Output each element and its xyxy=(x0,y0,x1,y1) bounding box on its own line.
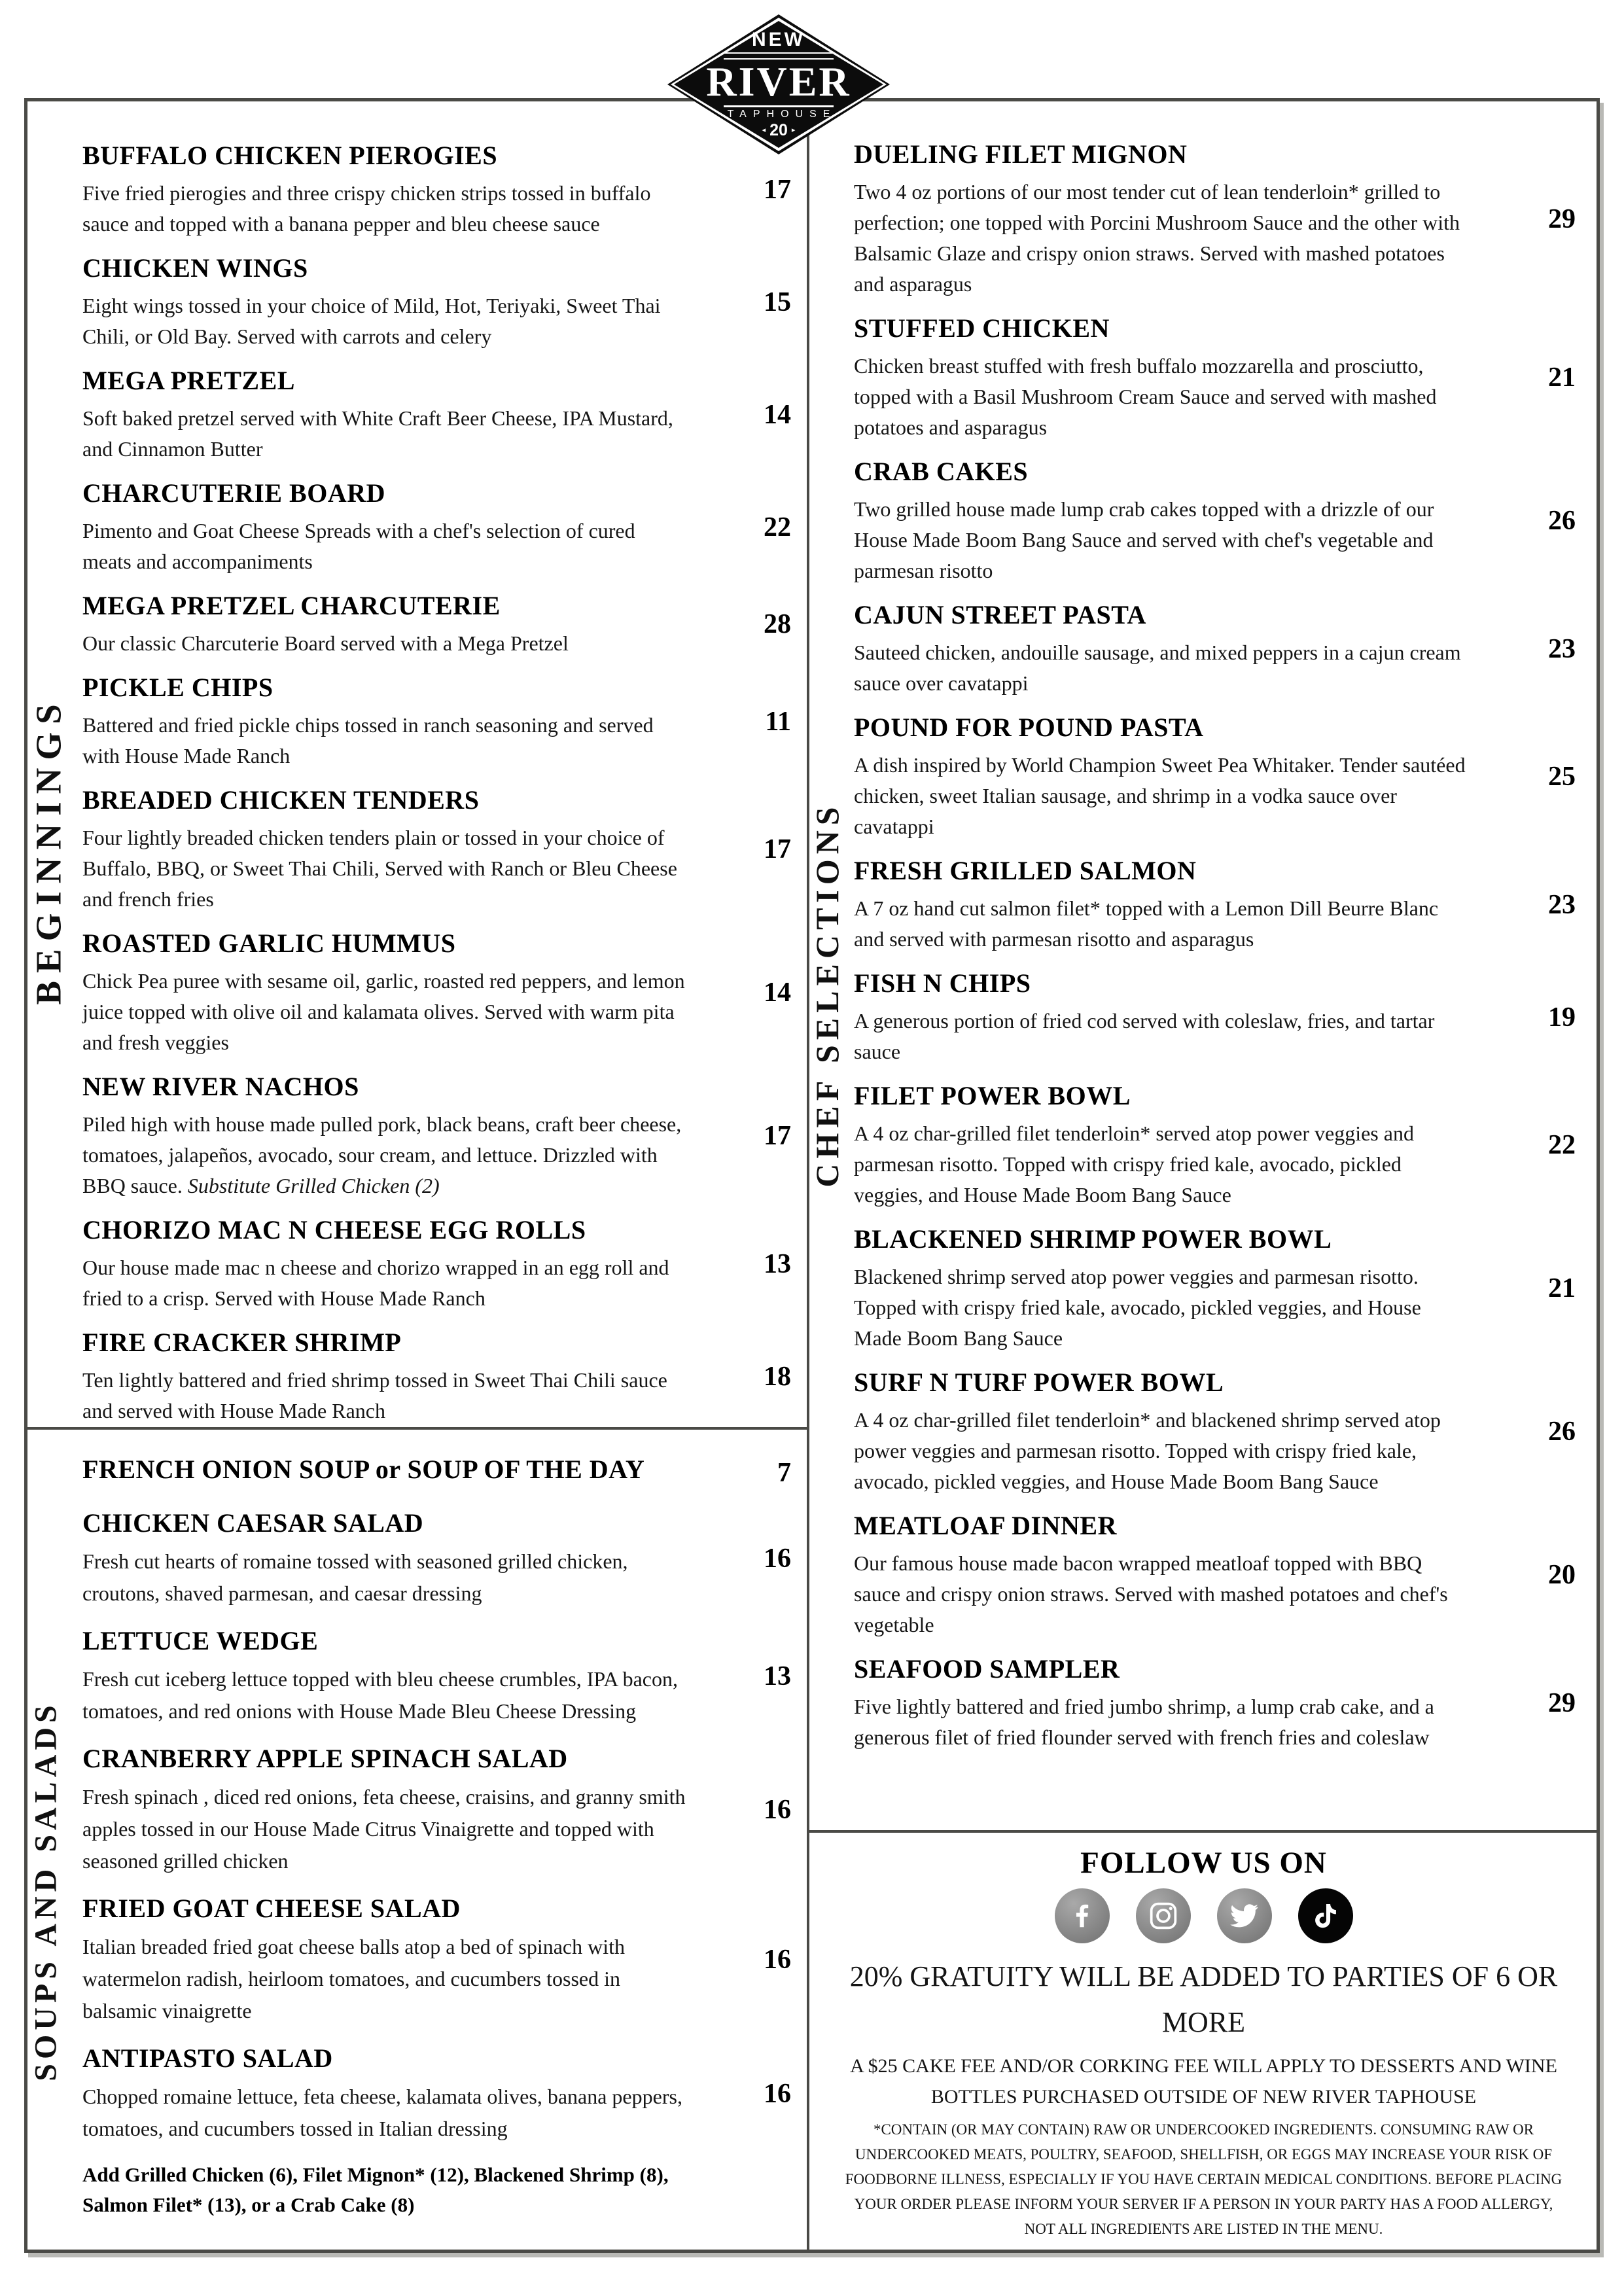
facebook-icon xyxy=(1055,1888,1110,1943)
menu-item-main xyxy=(854,455,1472,586)
item-description: Eight wings tossed in your choice of Mild, Hot, Teriyaki, Sweet Thai Chili, or Old Bay. Served with carrots and celery xyxy=(82,294,661,348)
item-description: Piled high with house made pulled pork, black beans, craft beer cheese, tomatoes, jalapeños, avocado, sour cream, and lettuce. Drizzled with BBQ sauce. Substitute Grilled Chicken (2) xyxy=(82,1112,682,1197)
item-description: Our classic Charcuterie Board served with a Mega Pretzel xyxy=(82,631,569,655)
section-label-beginnings: BEGINNINGS xyxy=(28,696,69,1005)
salad-addons-note: Add Grilled Chicken (6), Filet Mignon* (12), Blackened Shrimp (8), Salmon Filet* (13), or a Crab Cake (8) xyxy=(82,2163,669,2216)
item-name: FISH N CHIPS xyxy=(854,968,1031,998)
menu-item-main xyxy=(854,1080,1472,1210)
menu-item xyxy=(854,1653,1578,1753)
menu-item xyxy=(82,590,794,659)
menu-item xyxy=(82,671,794,771)
item-price: 29 xyxy=(1548,203,1576,234)
soups-and-salads-section xyxy=(27,1431,807,2250)
item-price: 14 xyxy=(764,978,791,1008)
menu-item-main xyxy=(854,711,1472,842)
item-name: ANTIPASTO SALAD xyxy=(82,2043,333,2073)
item-name: STUFFED CHICKEN xyxy=(854,313,1110,343)
item-name: BLACKENED SHRIMP POWER BOWL xyxy=(854,1224,1332,1254)
instagram-icon xyxy=(1136,1888,1191,1943)
item-description: Two 4 oz portions of our most tender cut of lean tenderloin* grilled to perfection; one topped with Porcini Mushroom Sauce and the other with Balsamic Glaze and crispy onion straws. Served with mashed potatoes and asparagus xyxy=(854,180,1460,296)
item-description: Ten lightly battered and fried shrimp tossed in Sweet Thai Chili sauce and served with House Made Ranch xyxy=(82,1368,667,1422)
item-price: 23 xyxy=(1548,633,1576,664)
section-label-chef-selections: CHEF SELECTIONS xyxy=(809,802,845,1188)
menu-item-main xyxy=(854,855,1472,955)
menu-item xyxy=(854,967,1578,1067)
menu-item-main xyxy=(854,1653,1472,1753)
item-price: 16 xyxy=(764,2078,791,2109)
item-description: Italian breaded fried goat cheese balls atop a bed of spinach with watermelon radish, heirloom tomatoes, and cucumbers tossed in balsamic vinaigrette xyxy=(82,1935,625,2022)
item-description: Five lightly battered and fried jumbo shrimp, a lump crab cake, and a generous filet of fried flounder served with french fries and coleslaw xyxy=(854,1695,1434,1749)
beginnings-section xyxy=(27,101,807,1427)
twitter-icon xyxy=(1217,1888,1272,1943)
item-description: Fresh spinach , diced red onions, feta cheese, craisins, and granny smith apples tossed in our House Made Citrus Vinaigrette and topped with seasoned grilled chicken xyxy=(82,1785,686,1873)
item-price: 11 xyxy=(765,706,791,737)
item-name: NEW RIVER NACHOS xyxy=(82,1072,359,1101)
item-price: 13 xyxy=(764,1661,791,1691)
menu-item-main xyxy=(82,1625,688,1727)
menu-item-main xyxy=(82,590,688,659)
menu-item xyxy=(82,1453,794,1492)
menu-item-main xyxy=(82,1070,688,1201)
item-name: CHICKEN CAESAR SALAD xyxy=(82,1508,424,1538)
item-description: Fresh cut hearts of romaine tossed with seasoned grilled chicken, croutons, shaved parmesan, and caesar dressing xyxy=(82,1549,628,1605)
item-price: 21 xyxy=(1548,362,1576,393)
menu-item xyxy=(82,784,794,915)
logo-word-river: RIVER xyxy=(706,58,851,105)
menu-item xyxy=(82,1070,794,1201)
menu-item-main xyxy=(82,477,688,577)
item-description: A 4 oz char-grilled filet tenderloin* and blackened shrimp served atop power veggies and parmesan risotto. Topped with crispy fried kale, avocado, pickled veggies, and House Made Boom Bang Sauce xyxy=(854,1408,1441,1493)
item-description: Chopped romaine lettuce, feta cheese, kalamata olives, banana peppers, tomatoes, and cucumbers tossed in Italian dressing xyxy=(82,2085,682,2140)
item-description: Four lightly breaded chicken tenders plain or tossed in your choice of Buffalo, BBQ, or Sweet Thai Chili, Served with Ranch or Bleu Cheese and french fries xyxy=(82,826,677,911)
menu-item-main xyxy=(82,1507,688,1610)
item-name: SURF N TURF POWER BOWL xyxy=(854,1368,1224,1397)
restaurant-logo xyxy=(667,14,890,154)
item-price: 26 xyxy=(1548,506,1576,536)
menu-item xyxy=(854,1223,1578,1354)
menu-item-main xyxy=(854,138,1472,300)
menu-item-main xyxy=(82,2042,688,2145)
item-price: 7 xyxy=(777,1457,791,1488)
menu-item-main xyxy=(854,967,1472,1067)
item-price: 17 xyxy=(764,1121,791,1151)
item-name: MEATLOAF DINNER xyxy=(854,1511,1117,1540)
logo-content xyxy=(667,14,890,154)
item-description: A generous portion of fried cod served with coleslaw, fries, and tartar sauce xyxy=(854,1009,1435,1063)
logo-year-row xyxy=(762,122,796,139)
menu-item-main xyxy=(82,784,688,915)
menu-item xyxy=(82,1326,794,1426)
menu-item xyxy=(82,1892,794,2027)
item-price: 17 xyxy=(764,174,791,205)
cake-fee-notice: A $25 CAKE FEE AND/OR CORKING FEE WILL APPLY TO DESSERTS AND WINE BOTTLES PURCHASED OUTSIDE OF NEW RIVER TAPHOUSE xyxy=(850,2055,1557,2108)
item-description: Battered and fried pickle chips tossed in ranch seasoning and served with House Made Ranch xyxy=(82,713,654,768)
menu-item-main xyxy=(82,1742,688,1877)
item-price: 28 xyxy=(764,609,791,639)
menu-item-main xyxy=(82,671,688,771)
menu-item xyxy=(854,855,1578,955)
menu-item xyxy=(854,455,1578,586)
logo-left-arrow-icon: ◂ xyxy=(762,126,766,134)
item-description: Our famous house made bacon wrapped meatloaf topped with BBQ sauce and crispy onion straws. Served with mashed potatoes and chef's vegetable xyxy=(854,1551,1448,1636)
item-name: CRANBERRY APPLE SPINACH SALAD xyxy=(82,1744,568,1773)
item-name: BUFFALO CHICKEN PIEROGIES xyxy=(82,141,498,170)
menu-item-main xyxy=(854,1510,1472,1640)
follow-us-title: FOLLOW US ON xyxy=(1080,1846,1327,1880)
menu-item xyxy=(854,1080,1578,1210)
item-name: PICKLE CHIPS xyxy=(82,673,274,702)
item-name: CHICKEN WINGS xyxy=(82,253,308,283)
menu-item-main xyxy=(82,927,688,1058)
item-name: FILET POWER BOWL xyxy=(854,1081,1131,1110)
item-name: CHORIZO MAC N CHEESE EGG ROLLS xyxy=(82,1215,586,1245)
item-price: 21 xyxy=(1548,1273,1576,1303)
gratuity-notice: 20% GRATUITY WILL BE ADDED TO PARTIES OF 6 OR MORE xyxy=(849,1960,1558,2038)
menu-item xyxy=(82,1742,794,1877)
menu-item xyxy=(82,2042,794,2145)
item-price: 16 xyxy=(764,1543,791,1574)
menu-item-main xyxy=(82,1214,688,1314)
menu-item-main xyxy=(82,1453,688,1492)
menu-item-main xyxy=(82,139,688,239)
chef-selections-section xyxy=(809,101,1598,1830)
item-name: LETTUCE WEDGE xyxy=(82,1626,319,1655)
item-price: 17 xyxy=(764,834,791,864)
item-name: POUND FOR POUND PASTA xyxy=(854,713,1204,742)
menu-item xyxy=(854,312,1578,443)
menu-item-main xyxy=(82,364,688,465)
item-name: BREADED CHICKEN TENDERS xyxy=(82,785,480,815)
item-name: FRENCH ONION SOUP or SOUP OF THE DAY xyxy=(82,1455,645,1484)
item-description: Soft baked pretzel served with White Craft Beer Cheese, IPA Mustard, and Cinnamon Butter xyxy=(82,406,673,461)
section-label-soups-and-salads: SOUPS AND SALADS xyxy=(28,1701,63,2081)
item-price: 23 xyxy=(1548,889,1576,920)
menu-item xyxy=(82,477,794,577)
item-name: FRIED GOAT CHEESE SALAD xyxy=(82,1894,461,1923)
item-description: Fresh cut iceberg lettuce topped with bleu cheese crumbles, IPA bacon, tomatoes, and red onions with House Made Bleu Cheese Dressing xyxy=(82,1667,678,1723)
item-price: 22 xyxy=(1548,1130,1576,1160)
menu-item-main xyxy=(82,1892,688,2027)
menu-item xyxy=(854,138,1578,300)
logo-word-taphouse: TAPHOUSE xyxy=(727,109,837,120)
item-price: 26 xyxy=(1548,1417,1576,1447)
item-price: 19 xyxy=(1548,1002,1576,1033)
logo-year: 20 xyxy=(769,121,788,139)
item-name: MEGA PRETZEL CHARCUTERIE xyxy=(82,591,501,620)
logo-rule xyxy=(724,105,834,107)
social-icons-row xyxy=(843,1888,1564,1943)
item-description: Our house made mac n cheese and chorizo wrapped in an egg roll and fried to a crisp. Served with House Made Ranch xyxy=(82,1256,669,1310)
raw-food-disclaimer: *CONTAIN (OR MAY CONTAIN) RAW OR UNDERCOOKED INGREDIENTS. CONSUMING RAW OR UNDERCOOKED MEATS, POULTRY, SEAFOOD, SHELLFISH, OR EGGS MAY INCREASE YOUR RISK OF FOODBORNE ILLNESS, ESPECIALLY IF YOU HAVE CERTAIN MEDICAL CONDITIONS. BEFORE PLACING YOUR ORDER PLEASE INFORM YOUR SERVER IF A PERSON IN YOUR PARTY HAS A FOOD ALLERGY, NOT ALL INGREDIENTS ARE LISTED IN THE MENU. xyxy=(845,2121,1562,2237)
item-description: A dish inspired by World Champion Sweet Pea Whitaker. Tender sautéed chicken, sweet Italian sausage, and shrimp in a vodka sauce over cavatappi xyxy=(854,753,1466,838)
menu-item-main xyxy=(854,1366,1472,1497)
item-price: 16 xyxy=(764,1795,791,1825)
item-name: CRAB CAKES xyxy=(854,457,1029,486)
item-name: CAJUN STREET PASTA xyxy=(854,600,1146,629)
item-name: DUELING FILET MIGNON xyxy=(854,139,1188,169)
item-description: Blackened shrimp served atop power veggies and parmesan risotto. Topped with crispy fried kale, avocado, pickled veggies, and House Made Boom Bang Sauce xyxy=(854,1265,1421,1350)
item-price: 20 xyxy=(1548,1560,1576,1590)
menu-item-main xyxy=(82,1326,688,1426)
item-description: Chicken breast stuffed with fresh buffalo mozzarella and prosciutto, topped with a Basil Mushroom Cream Sauce and served with mashed potatoes and asparagus xyxy=(854,354,1437,439)
tiktok-icon xyxy=(1298,1888,1353,1943)
menu-item xyxy=(854,599,1578,699)
item-name: ROASTED GARLIC HUMMUS xyxy=(82,928,456,958)
item-price: 13 xyxy=(764,1248,791,1279)
item-name: FRESH GRILLED SALMON xyxy=(854,856,1197,885)
menu-item xyxy=(854,711,1578,842)
menu-item xyxy=(82,1507,794,1610)
menu-item-main xyxy=(854,1223,1472,1354)
item-description: Two grilled house made lump crab cakes topped with a drizzle of our House Made Boom Bang Sauce and served with chef's vegetable and parmesan risotto xyxy=(854,497,1434,582)
footer xyxy=(809,1835,1598,2250)
menu-item xyxy=(82,927,794,1058)
menu-item xyxy=(854,1366,1578,1497)
item-description: Chick Pea puree with sesame oil, garlic, roasted red peppers, and lemon juice topped with olive oil and kalamata olives. Served with warm pita and fresh veggies xyxy=(82,969,685,1054)
chef-footer-divider xyxy=(807,1830,1600,1833)
menu-item-main xyxy=(82,252,688,352)
menu-item xyxy=(82,1625,794,1727)
menu-item-main xyxy=(854,599,1472,699)
item-name: CHARCUTERIE BOARD xyxy=(82,478,385,508)
item-price: 29 xyxy=(1548,1687,1576,1718)
menu-item xyxy=(82,1214,794,1314)
item-description: Five fried pierogies and three crispy chicken strips tossed in buffalo sauce and topped with a banana pepper and bleu cheese sauce xyxy=(82,181,651,236)
item-price: 15 xyxy=(764,287,791,317)
menu-item xyxy=(82,252,794,352)
item-price: 18 xyxy=(764,1361,791,1392)
item-price: 16 xyxy=(764,1945,791,1975)
item-name: FIRE CRACKER SHRIMP xyxy=(82,1328,402,1357)
item-description: Sauteed chicken, andouille sausage, and mixed peppers in a cajun cream sauce over cavatappi xyxy=(854,641,1461,695)
item-description: A 7 oz hand cut salmon filet* topped with a Lemon Dill Beurre Blanc and served with parmesan risotto and asparagus xyxy=(854,896,1439,951)
logo-right-arrow-icon: ▸ xyxy=(791,126,796,134)
item-description: Pimento and Goat Cheese Spreads with a chef's selection of cured meats and accompaniments xyxy=(82,519,635,573)
menu-item xyxy=(82,364,794,465)
item-price: 14 xyxy=(764,399,791,430)
beginnings-soups-divider xyxy=(24,1427,809,1430)
logo-word-new: NEW xyxy=(752,29,805,50)
item-name: SEAFOOD SAMPLER xyxy=(854,1654,1120,1684)
item-price: 22 xyxy=(764,512,791,542)
menu-item xyxy=(854,1510,1578,1640)
item-name: MEGA PRETZEL xyxy=(82,366,295,395)
menu-item-main xyxy=(854,312,1472,443)
item-description: A 4 oz char-grilled filet tenderloin* served atop power veggies and parmesan risotto. Topped with crispy fried kale, avocado, pickled veggies, and House Made Boom Bang Sauce xyxy=(854,1122,1414,1207)
item-price: 25 xyxy=(1548,762,1576,792)
